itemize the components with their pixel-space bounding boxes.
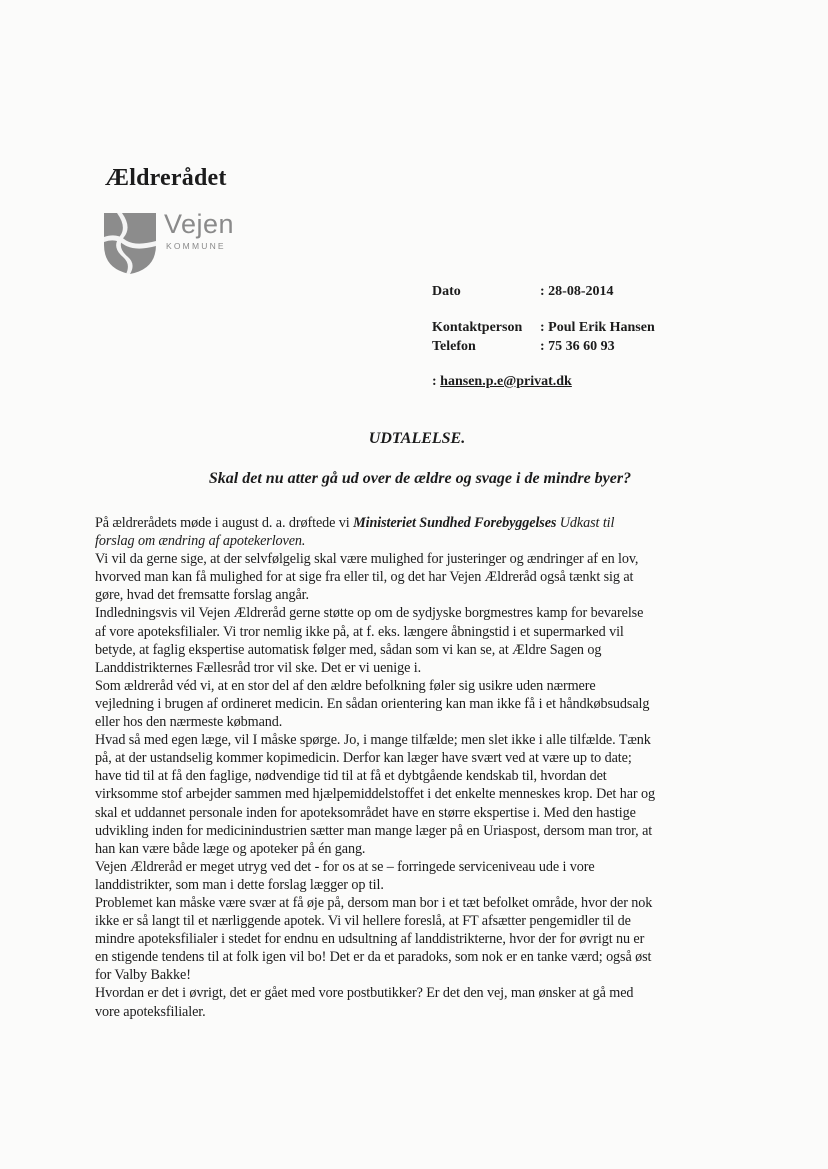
body-line: Problemet kan måske være svær at få øje på, dersom man bor i et tæt befolket område, hvor der nok bbox=[95, 894, 653, 911]
body-line: han kan være både læge og apoteker på én gang. bbox=[95, 840, 366, 857]
body-line: vore apoteksfilialer. bbox=[95, 1003, 206, 1020]
body-line: mindre apoteksfilialer i stedet for endnu en udsultning af landdistrikterne, hvor der for øvrigt nu er bbox=[95, 931, 645, 948]
vejen-kommune-crest-icon bbox=[102, 207, 158, 275]
email-prefix: : bbox=[432, 374, 441, 389]
date-value: : 28-08-2014 bbox=[540, 284, 614, 299]
body-line: udvikling inden for medicinindustrien sætter man mange læger på en Uriaspost, dersom man tror, at bbox=[95, 822, 653, 839]
logo-subtitle: KOMMUNE bbox=[166, 241, 226, 251]
logo-name: Vejen bbox=[164, 209, 235, 239]
body-line: Landdistrikternes Fællesråd tror vil ske. Det er vi uenige i. bbox=[95, 659, 422, 676]
email-row bbox=[432, 374, 572, 390]
phone-value: : 75 36 60 93 bbox=[540, 339, 615, 354]
phone-label: Telefon bbox=[432, 339, 476, 354]
body-line: landdistrikter, som man i dette forslag lægger op til. bbox=[95, 876, 384, 893]
body-line: Vi vil da gerne sige, at der selvfølgelig skal være mulighed for justeringer og ændringer af en lov, bbox=[95, 551, 639, 568]
body-line: af vore apoteksfilialer. Vi tror nemlig ikke på, at f. eks. længere åbningstid i et supermarked vil bbox=[95, 623, 624, 640]
document-title: UDTALELSE. bbox=[368, 430, 466, 447]
body-line: på, at der ustandselig kommer kopimedicin. Derfor kan læger have svært ved at være up to date; bbox=[95, 750, 632, 767]
body-line bbox=[95, 514, 735, 532]
body-line: for Valby Bakke! bbox=[95, 967, 191, 984]
body-line: ikke er så langt til et nærliggende apotek. Vi vil hellere foreslå, at FT afsætter pengemidler til de bbox=[95, 913, 631, 930]
body-line: en stigende tendens til at folk igen vil bo! Det er da et paradoks, som nok er en tanke værd; også øst bbox=[95, 949, 652, 966]
draft-title-start: Udkast til bbox=[556, 515, 615, 531]
body-line: Som ældreråd véd vi, at en stor del af den ældre befolkning føler sig usikre uden nærmere bbox=[95, 677, 596, 694]
body-line: Vejen Ældreråd er meget utryg ved det - for os at se – forringede serviceniveau ude i vore bbox=[95, 858, 595, 875]
body-line: virksomme stof arbejder sammen med hjælpemiddelstoffet i det enkelte menneskes krop. Det har og bbox=[95, 786, 655, 803]
body-line: Hvad så med egen læge, vil I måske spørge. Jo, i mange tilfælde; men slet ikke i alle tilfælde. Tænk bbox=[95, 732, 651, 749]
body-line: hvorved man kan få mulighed for at sige fra eller til, og det har Vejen Ældreråd også tænkt sig at bbox=[95, 569, 634, 586]
contact-label: Kontaktperson bbox=[432, 320, 523, 335]
intro-text: På ældrerådets møde i august d. a. drøftede vi bbox=[95, 515, 354, 531]
municipality-logo bbox=[102, 207, 242, 279]
org-title: Ældrerådet bbox=[105, 165, 227, 191]
body-line: betyde, at faglig ekspertise automatisk følger med, sådan som vi kan se, at Ældre Sagen og bbox=[95, 641, 602, 658]
body-line: skal et uddannet personale inden for apoteksområdet have en større ekspertise i. Med den hastige bbox=[95, 804, 636, 821]
document-subtitle: Skal det nu atter gå ud over de ældre og svage i de mindre byer? bbox=[208, 470, 632, 487]
body-line: gøre, hvad det fremsatte forslag angår. bbox=[95, 587, 309, 604]
statement-body bbox=[95, 514, 735, 1021]
body-line: vejledning i brugen af ordineret medicin. En sådan orientering kan man ikke få i et håndkøbsudsalg bbox=[95, 695, 650, 712]
ministry-name: Ministeriet Sundhed Forebyggelses bbox=[353, 515, 557, 531]
body-line: Hvordan er det i øvrigt, det er gået med vore postbutikker? Er det den vej, man ønsker at gå med bbox=[95, 985, 634, 1002]
body-line: eller hos den nærmeste købmand. bbox=[95, 714, 283, 731]
date-label: Dato bbox=[432, 284, 461, 299]
body-line: Indledningsvis vil Vejen Ældreråd gerne støtte op om de sydjyske borgmestres kamp for bevarelse bbox=[95, 605, 644, 622]
body-line: have tid til at få den faglige, nødvendige tid til at få et dybtgående kendskab til, hvordan det bbox=[95, 768, 607, 785]
draft-title-end: forslag om ændring af apotekerloven. bbox=[95, 533, 306, 550]
email-link[interactable]: hansen.p.e@privat.dk bbox=[440, 374, 572, 389]
contact-value: : Poul Erik Hansen bbox=[540, 320, 655, 335]
